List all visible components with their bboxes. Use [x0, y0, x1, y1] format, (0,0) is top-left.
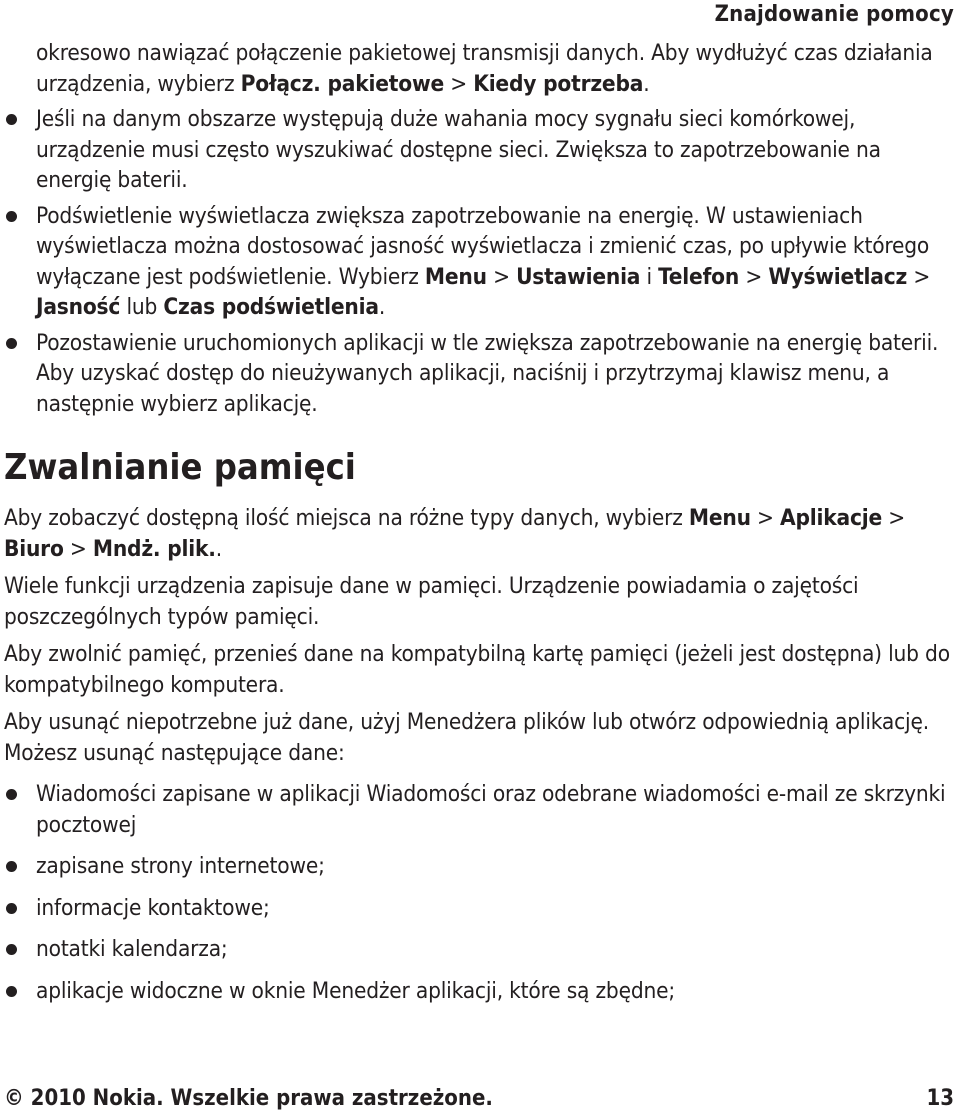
paragraph [4, 503, 956, 564]
menu-path-when-needed: Kiedy potrzeba [473, 70, 644, 97]
path-separator: > [907, 263, 931, 290]
paragraph: Aby zwolnić pamięć, przenieś dane na kompatybilną kartę pamięci (jeżeli jest dostępna) lub do kompatybilnego komputera. [4, 641, 950, 698]
paragraph: Aby usunąć niepotrzebne już dane, użyj Menedżera plików lub otwórz odpowiednią aplikację. Możesz usunąć następujące dane: [4, 709, 929, 766]
continuation-text: okresowo nawiązać połączenie pakietowej transmisji danych. Aby wydłużyć czas działania urządzenia, wybierz [36, 40, 933, 97]
list-item [4, 201, 956, 323]
path-separator: > [486, 263, 517, 290]
menu-path-phone: Telefon [658, 263, 740, 290]
page-number: 13 [926, 1086, 954, 1111]
list-item [4, 328, 956, 420]
menu-path-file-manager: Mndż. plik. [92, 535, 216, 562]
list-item: Wiadomości zapisane w aplikacji Wiadomości oraz odebrane wiadomości e-mail ze skrzynki pocztowej [4, 779, 956, 840]
paragraph: Wiele funkcji urządzenia zapisuje dane w pamięci. Urządzenie powiadamia o zajętości poszczególnych typów pamięci. [4, 573, 859, 630]
list-item: notatki kalendarza; [4, 934, 956, 965]
deletable-data-list [4, 779, 956, 1006]
path-separator: > [443, 70, 474, 97]
menu-path-packet-data: Połącz. pakietowe [240, 70, 444, 97]
battery-tips-list [4, 104, 956, 419]
footer-copyright: © 2010 Nokia. Wszelkie prawa zastrzeżone. [4, 1086, 493, 1111]
page-content [4, 38, 956, 1006]
continuation-paragraph [4, 38, 956, 99]
list-item: zapisane strony internetowe; [4, 851, 956, 882]
tip-text: Pozostawienie uruchomionych aplikacji w tle zwiększa zapotrzebowanie na energię baterii. Aby uzyskać dostęp do nieużywanych aplikacji, naciśnij i przytrzymaj klawisz menu, a następnie wybierz aplikację. [36, 329, 939, 417]
menu-path-brightness: Jasność [36, 294, 121, 320]
list-item: informacje kontaktowe; [4, 893, 956, 924]
tip-text: Jeśli na danym obszarze występują duże wahania mocy sygnału sieci komórkowej, urządzenie musi często wyszukiwać dostępne sieci. Zwiększa to zapotrzebowanie na energię baterii. [36, 106, 881, 193]
paragraph-text: Aby zobaczyć dostępną ilość miejsca na różne typy danych, wybierz [4, 505, 689, 531]
menu-path-menu: Menu [424, 263, 487, 290]
menu-path-settings: Ustawienia [516, 263, 641, 290]
tip-text: Podświetlenie wyświetlacza zwiększa zapotrzebowanie na energię. W ustawieniach wyświetlacza można dostosować jasność wyświetlacza i zmienić czas, po upływie którego wyłączane jest podświetlenie. Wybierz [36, 202, 930, 290]
menu-path-office: Biuro [4, 535, 64, 562]
conjunction: i [640, 263, 659, 290]
list-item: aplikacje widoczne w oknie Menedżer aplikacji, które są zbędne; [4, 976, 956, 1007]
path-separator: > [750, 505, 781, 531]
path-separator: > [882, 505, 906, 531]
punctuation: . [643, 70, 650, 97]
menu-path-backlight-time: Czas podświetlenia [163, 294, 379, 320]
menu-path-menu: Menu [688, 505, 751, 531]
path-separator: > [63, 535, 93, 562]
punctuation: . [215, 535, 222, 562]
punctuation: . [378, 294, 386, 320]
path-separator: > [739, 263, 769, 290]
list-item [4, 104, 956, 196]
section-title: Zwalnianie pamięci [4, 447, 356, 488]
menu-path-display: Wyświetlacz [768, 263, 908, 290]
conjunction: lub [120, 294, 164, 320]
running-head: Znajdowanie pomocy [714, 2, 954, 27]
menu-path-applications: Aplikacje [780, 505, 883, 531]
